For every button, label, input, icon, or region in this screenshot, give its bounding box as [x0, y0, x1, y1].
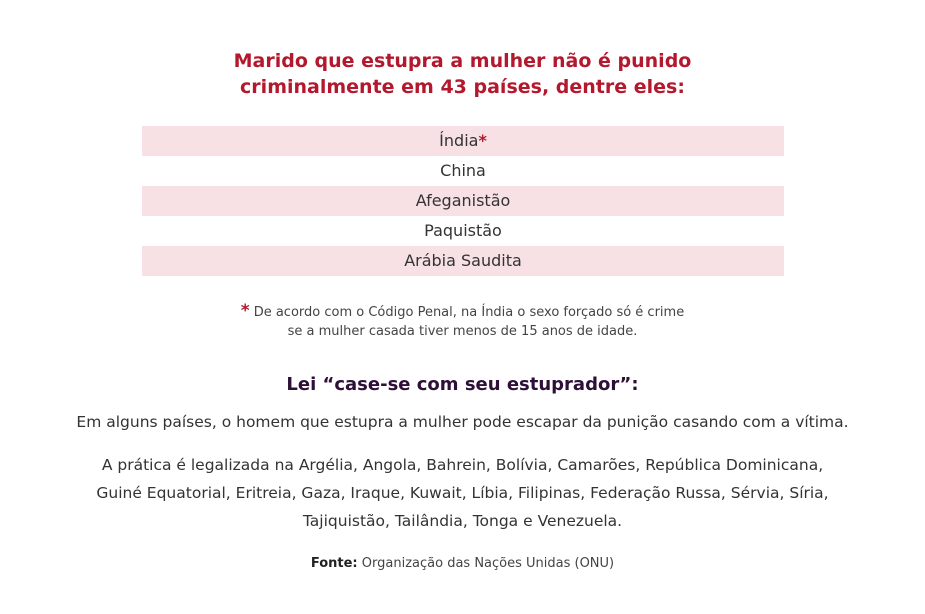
country-row-india [142, 126, 784, 156]
country-row-afghanistan [142, 186, 784, 216]
infographic-title [0, 48, 925, 100]
source-text: Organização das Nações Unidas (ONU) [361, 556, 615, 571]
title-line-1: Marido que estupra a mulher não é punido [233, 50, 692, 72]
law-list-line-2: Guiné Equatorial, Eritreia, Gaza, Iraque, Kuwait, Líbia, Filipinas, Federação Russa, Sérvia, Síria, [96, 484, 829, 502]
footnote-line-2: se a mulher casada tiver menos de 15 anos de idade. [287, 324, 638, 339]
country-row-pakistan [142, 216, 784, 246]
country-row-saudi-arabia [142, 246, 784, 276]
law-country-list [0, 451, 925, 535]
country-row-china [142, 156, 784, 186]
law-section-title: Lei “case-se com seu estuprador”: [286, 374, 639, 395]
country-name: Índia [439, 131, 479, 150]
country-name: Arábia Saudita [404, 251, 522, 270]
country-name: Afeganistão [415, 191, 511, 210]
country-name: China [440, 161, 486, 180]
footnote-asterisk: * [240, 301, 250, 321]
footnote-marker: * [478, 131, 487, 150]
footnote-line-1 [0, 302, 925, 322]
source-credit [0, 556, 925, 571]
footnote-text-1: De acordo com o Código Penal, na Índia o sexo forçado só é crime [253, 305, 685, 320]
law-list-line-1: A prática é legalizada na Argélia, Angola, Bahrein, Bolívia, Camarões, República Dominicana, [101, 456, 824, 474]
source-label: Fonte: [310, 556, 358, 571]
country-list [142, 126, 784, 276]
law-list-line-3: Tajiquistão, Tailândia, Tonga e Venezuela. [302, 512, 623, 530]
country-name: Paquistão [424, 221, 502, 240]
law-intro-text: Em alguns países, o homem que estupra a mulher pode escapar da punição casando com a vítima. [76, 413, 849, 431]
title-line-2: criminalmente em 43 países, dentre eles: [240, 76, 685, 98]
footnote [0, 302, 925, 341]
